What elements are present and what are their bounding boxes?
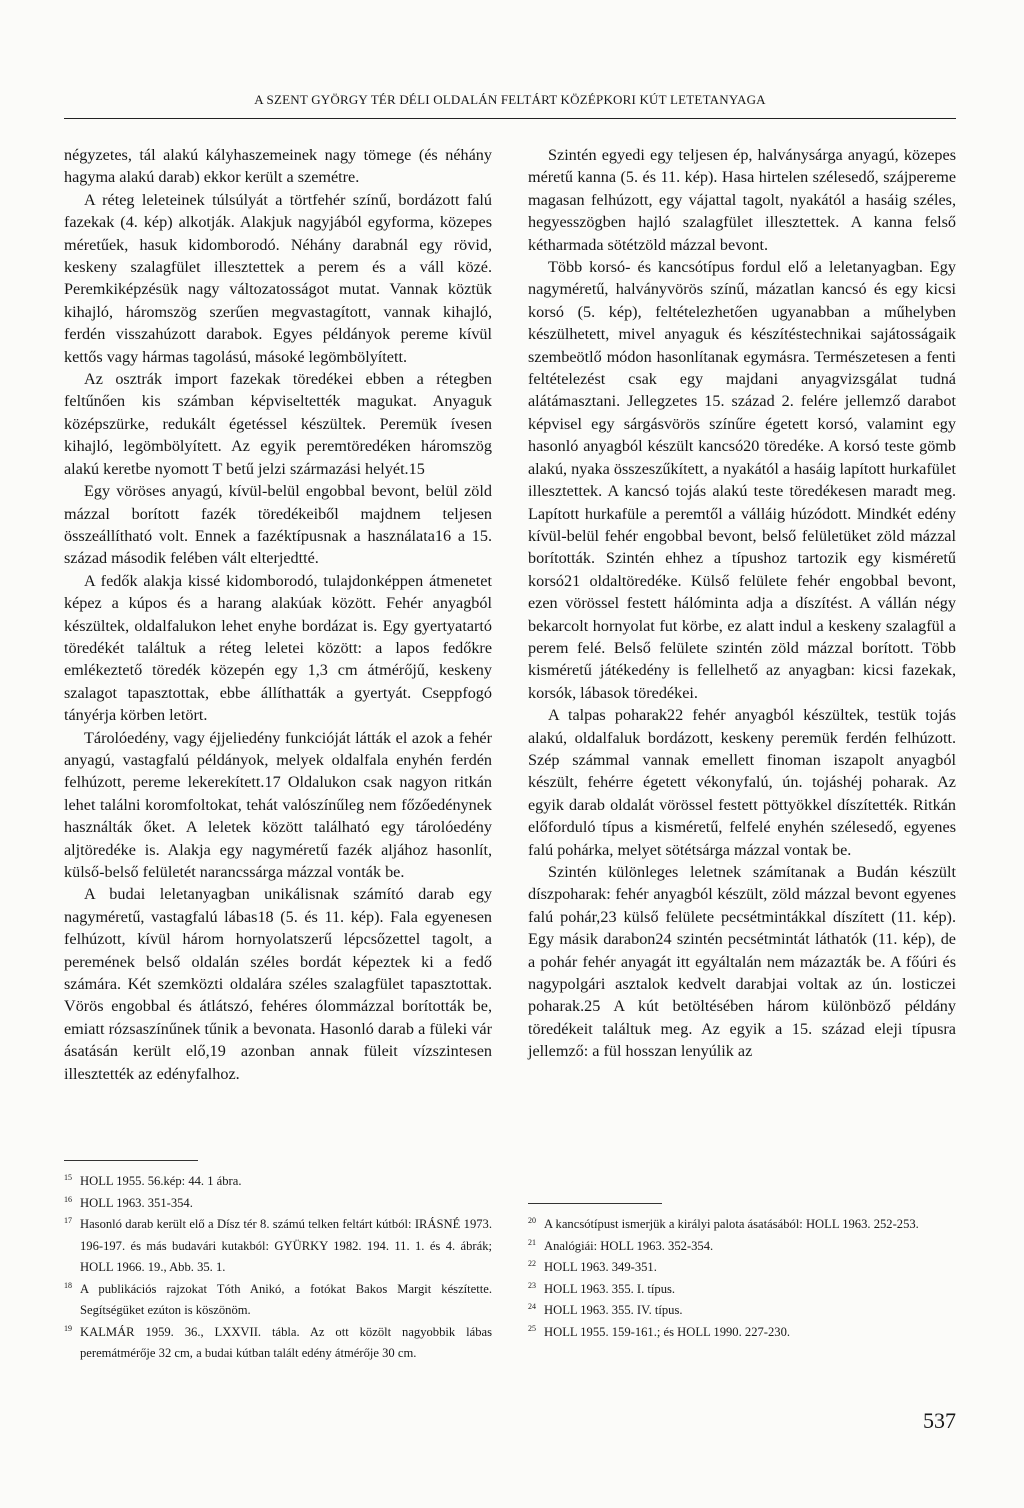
footnote-text: HOLL 1955. 159-161.; és HOLL 1990. 227-230. (544, 1324, 791, 1339)
footnote-text: HOLL 1963. 349-351. (544, 1260, 657, 1274)
header-rule (64, 118, 956, 119)
paragraph: Tárolóedény, vagy éjjeliedény funkcióját látták el azok a fehér anyagú, vastagfalú példányok, melyek oldalfala enyhén ferdén felhúzott, pereme lekerekített.17 Oldalukon csak nagyon ritkán lehet találni koromfoltokat, tehát valószínűleg nem főzőedénynek használták őket. A leletek között található egy tárolóedény aljtöredéke is. Alakja egy nagyméretű fazék aljához hasonlít, külső-belső felületét narancssárga mázzal vonták be. (64, 728, 492, 881)
footnote-number: 18 (64, 1280, 72, 1290)
footnote (528, 1300, 956, 1322)
paragraph: Egy vöröses anyagú, kívül-belül engobbal bevont, belül zöld mázzal borított fazék töredékeiből majdnem teljesen összeállítható volt. Ennek a fazéktípusnak a használata16 a 15. század második felében vált elterjedtté. (64, 482, 492, 568)
footnote (528, 1257, 956, 1279)
page-number: 537 (923, 1408, 956, 1433)
footnote-text: A publikációs rajzokat Tóth Anikó, a fotókat Bakos Margit készítette. Segítségüket ezúton is köszönöm. (80, 1281, 492, 1317)
paragraph: A réteg leleteinek túlsúlyát a törtfehér színű, bordázott falú fazekak (4. kép) alkotják. Alakjuk nagyjából egyforma, közepes méretűek, hasuk kidomborodó. Néhány darabnál egy rövid, keskeny szalagfület illesztettek a perem és a váll közé. Peremkiképzésük nagy változatosságot mutat. Vannak köztük kihajló, háromszög szerűen megvastagított, vannak kihajló, ferdén visszahúzott darabok. Egyes példányok pereme kívül kettős vagy hármas tagolású, másoké legömbölyített. (64, 190, 492, 366)
footnote (64, 1214, 492, 1279)
footnote-number: 19 (64, 1323, 72, 1333)
footnote-number: 23 (528, 1280, 536, 1290)
footnote-text: HOLL 1955. 56.kép: 44. 1 ábra. (80, 1174, 242, 1188)
footnote-text: KALMÁR 1959. 36., LXXVII. tábla. Az ott közölt nagyobbik lábas peremátmérője 32 cm, a budai kútban talált edény átmérője 30 cm. (80, 1324, 492, 1360)
running-header: A SZENT GYÖRGY TÉR DÉLI OLDALÁN FELTÁRT KÖZÉPKORI KÚT LETETANYAGA (254, 92, 766, 107)
footnote-text: A kancsótípust ismerjük a királyi palota ásatásából: HOLL 1963. 252-253. (544, 1217, 919, 1231)
paragraph: Az osztrák import fazekak töredékei ebben a rétegben feltűnően kis számban képviseltették magukat. Anyaguk középszürke, redukált égetéssel készültek. Peremük ívesen kihajló, legömbölyített. Az egyik peremtöredéken háromszög alakú keretbe nyomott T betű jelzi származási helyét.15 (64, 370, 492, 478)
footnote-number: 24 (528, 1302, 536, 1311)
footnote (528, 1236, 956, 1258)
right-text-column (528, 144, 956, 1063)
footnote-text: HOLL 1963. 355. I. típus. (544, 1281, 676, 1296)
paragraph: Szintén egyedi egy teljesen ép, halványsárga anyagú, közepes méretű kanna (5. és 11. kép). Hasa hirtelen szélesedő, szájpereme magasan felhúzott, egy vájattal tagolt, nyakától a hasáig széles, hegyesszögben hajló szalagfület illesztettek. A kanna felső kétharmada sötétzöld mázzal bevont. (528, 146, 956, 254)
paragraph: A fedők alakja kissé kidomborodó, tulajdonképpen átmenetet képez a kúpos és a harang alakúak között. Fehér anyagból készültek, oldalfalukon lehet enyhe bordázat is. Egy gyertyatartó töredékét találtuk a réteg leletei között: a lapos fedőkre emlékeztető töredék közepén egy 1,3 cm átmérőjű, keskeny szalagot tapasztottak, ebbe állíthatták a gyertyát. Cseppfogó tányérja körben letört. (64, 571, 492, 725)
footnote (64, 1171, 492, 1193)
footnote-number: 17 (64, 1216, 72, 1225)
paragraph: A budai leletanyagban unikálisnak számító darab egy nagyméretű, vastagfalú lábas18 (5. és 11. kép). Fala egyenesen felhúzott, kívül három hornyolatszerű lépcsőzettel tagolt, a peremének belső oldalán széles bordát képeztek ki a fedő számára. Két szemközti oldalára széles szalagfület tapasztottak. Vörös engobbal és átlátszó, fehéres ólommázzal borították be, emiatt rózsaszínűnek tűnik a bevonata. Hasonló darab a füleki vár ásatásán került elő,19 azonban annak füleit vízszintesen illesztették az edényfalhoz. (64, 885, 492, 1083)
footnotes-right (528, 1203, 956, 1343)
footnote-number: 21 (528, 1237, 536, 1247)
paragraph: Több korsó- és kancsótípus fordul elő a leletanyagban. Egy nagyméretű, halványvörös színű, mázatlan kancsó és egy kicsi korsó (5. kép), feltételezhetően ugyanabban a műhelyben készülhetett, mivel anyaguk és készítéstechnikai sajátosságaik szembeötlő módon hasonlítanak egymásra. Természetesen a fenti feltételezést csak egy majdani anyagvizsgálat tudná alátámasztani. Jellegzetes 15. század 2. felére jellemző darabot képvisel egy sárgásvörös színűre égetett korsó, valamint egy hasonló anyagból készült kancsó20 töredéke. A korsó teste gömb alakú, nyaka összeszűkített, a nyakától a hasáig lapított hurkafület illesztettek. A kancsó tojás alakú teste töredékesen maradt meg. Lapított hurkafüle a peremtől a válláig húzódott. Mindkét edény kívül-belül fehér engobbal bevont, belső felületüket zöld mázzal borították. Szintén ehhez a típushoz tartozik egy kisméretű korsó21 oldaltöredéke. Külső felülete fehér engobbal bevont, ezen vörössel festett hálóminta adja a díszítést. A vállán négy bekarcolt hornyolat fut körbe, ez alatt indul a keskeny szalagfül a perem felé. Belső felülete szintén zöld mázzal borított. Több kisméretű játékedény is fellelhető az anyagban: kicsi fazekak, korsók, lábasok töredékei. (528, 258, 956, 702)
footnote-rule (528, 1203, 662, 1204)
footnote-number: 15 (64, 1173, 72, 1182)
footnote (528, 1322, 956, 1344)
footnote-number: 25 (528, 1323, 536, 1333)
footnotes-left (64, 1160, 492, 1365)
footnote (64, 1322, 492, 1365)
footnote-rule (64, 1160, 198, 1161)
footnote-number: 16 (64, 1194, 72, 1204)
footnote (528, 1279, 956, 1301)
footnote-number: 22 (528, 1259, 536, 1268)
footnote-text: HOLL 1963. 355. IV. típus. (544, 1303, 683, 1317)
footnote-text: HOLL 1963. 351-354. (80, 1195, 193, 1210)
footnote (64, 1279, 492, 1322)
left-text-column (64, 144, 492, 1085)
footnote-text: Hasonló darab került elő a Dísz tér 8. számú telken feltárt kútból: IRÁSNÉ 1973. 196-197. és más budavári kutakból: GYÜRKY 1982. 194. 11. 1. és 4. ábrák; HOLL 1966. 19., Abb. 35. 1. (80, 1217, 492, 1274)
paragraph: Szintén különleges leletnek számítanak a Budán készült díszpoharak: fehér anyagból készült, zöld mázzal bevont egyenes falú pohár,23 külső felülete pecsétmintákkal díszített (11. kép). Egy másik darabon24 szintén pecsétmintát láthatók (11. kép), de a pohár fehér anyagát itt egyáltalán nem mázazták be. A főúri és nagypolgári asztalok kedvelt darabjai voltak az ún. losticzei poharak.25 A kút betöltésében három különböző példány töredékeit találtuk meg. Az egyik a 15. század eleji típusra jellemző: a fül hosszan lenyúlik az (528, 863, 956, 1061)
paragraph: négyzetes, tál alakú kályhaszemeinek nagy tömege (és néhány hagyma alakú darab) ekkor került a szemétre. (64, 146, 492, 187)
footnote (528, 1214, 956, 1236)
footnote (64, 1193, 492, 1215)
footnote-number: 20 (528, 1216, 536, 1225)
paragraph: A talpas poharak22 fehér anyagból készültek, testük tojás alakú, oldalfaluk bordázott, keskeny peremük ferdén felhúzott. Szép számmal vannak emellett finoman iszapolt anyagból készült, fehérre égetett vékonyfalú, ún. tojáshéj poharak. Az egyik darab oldalát vörössel festett pöttyökkel díszítették. Ritkán előforduló típus a kisméretű, felfelé enyhén szélesedő, egyenes falú pohárka, melyet sötétsárga mázzal vontak be. (528, 706, 956, 859)
footnote-text: Analógiái: HOLL 1963. 352-354. (544, 1238, 714, 1253)
